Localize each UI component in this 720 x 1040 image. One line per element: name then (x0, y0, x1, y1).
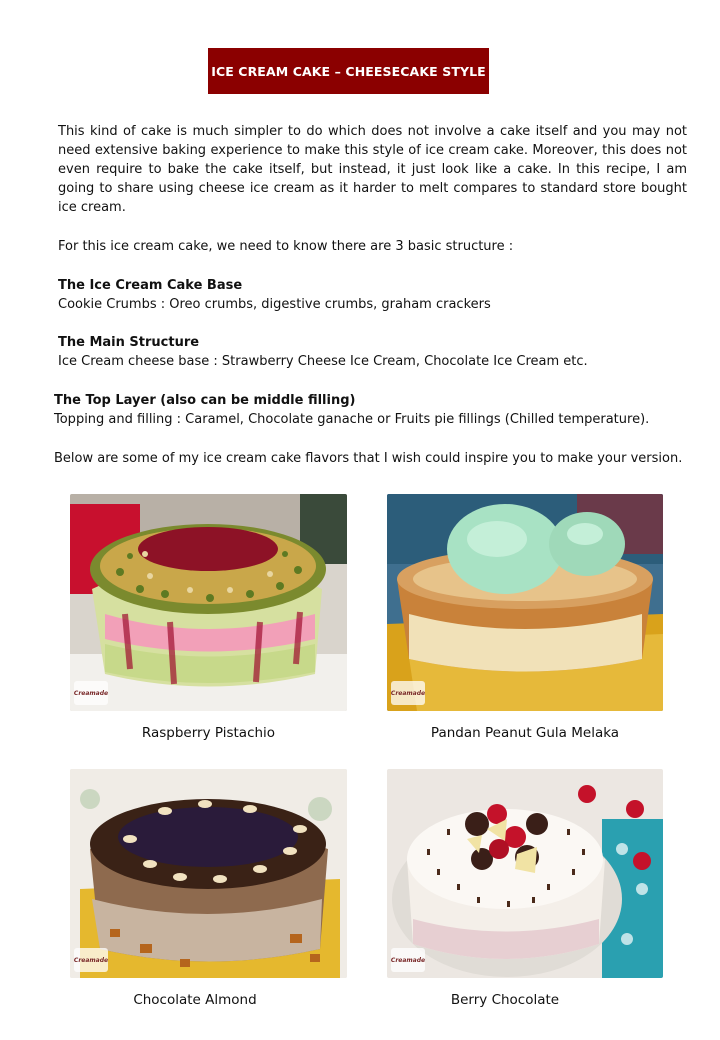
caption-pandan-peanut: Pandan Peanut Gula Melaka (430, 725, 620, 741)
page-title: ICE CREAM CAKE – CHEESECAKE STYLE (208, 48, 489, 94)
section-heading-base: The Ice Cream Cake Base (58, 278, 243, 293)
section-heading-top: The Top Layer (also can be middle filling) (54, 393, 356, 408)
pandan-peanut-photo (387, 494, 663, 711)
section-text-base: Cookie Crumbs : Oreo crumbs, digestive crumbs, graham crackers (58, 297, 491, 312)
section-heading-main: The Main Structure (58, 335, 200, 350)
structure-intro: For this ice cream cake, we need to know there are 3 basic structure : (58, 239, 514, 254)
caption-raspberry-pistachio: Raspberry Pistachio (141, 725, 276, 741)
chocolate-almond-photo (70, 769, 347, 978)
creamade-watermark: Creamade (391, 681, 425, 705)
outro-text: Below are some of my ice cream cake flavors that I wish could inspire you to make your version. (54, 451, 683, 466)
raspberry-pistachio-photo (70, 494, 347, 711)
creamade-watermark: Creamade (391, 948, 425, 972)
intro-paragraph: This kind of cake is much simpler to do which does not involve a cake itself and you may not need extensive baking experience to make this style of ice cream cake. Moreover, this does not even require to bake the cake itself, but instead, it just look like a cake. In this recipe, I am going to share using cheese ice cream as it harder to melt compares to standard store bought ice cream. (58, 124, 687, 215)
caption-berry-chocolate: Berry Chocolate (450, 992, 560, 1008)
creamade-watermark: Creamade (74, 681, 108, 705)
raspberry-pistachio-cake-illustration (70, 494, 347, 711)
section-text-main: Ice Cream cheese base : Strawberry Cheese Ice Cream, Chocolate Ice Cream etc. (58, 354, 588, 369)
section-text-top: Topping and filling : Caramel, Chocolate ganache or Fruits pie fillings (Chilled temperature). (54, 412, 650, 427)
creamade-watermark: Creamade (74, 948, 108, 972)
berry-chocolate-photo (387, 769, 663, 978)
berry-chocolate-cake-illustration (387, 769, 663, 978)
chocolate-almond-cake-illustration (70, 769, 347, 978)
pandan-peanut-cake-illustration (387, 494, 663, 711)
caption-chocolate-almond: Chocolate Almond (133, 992, 257, 1008)
